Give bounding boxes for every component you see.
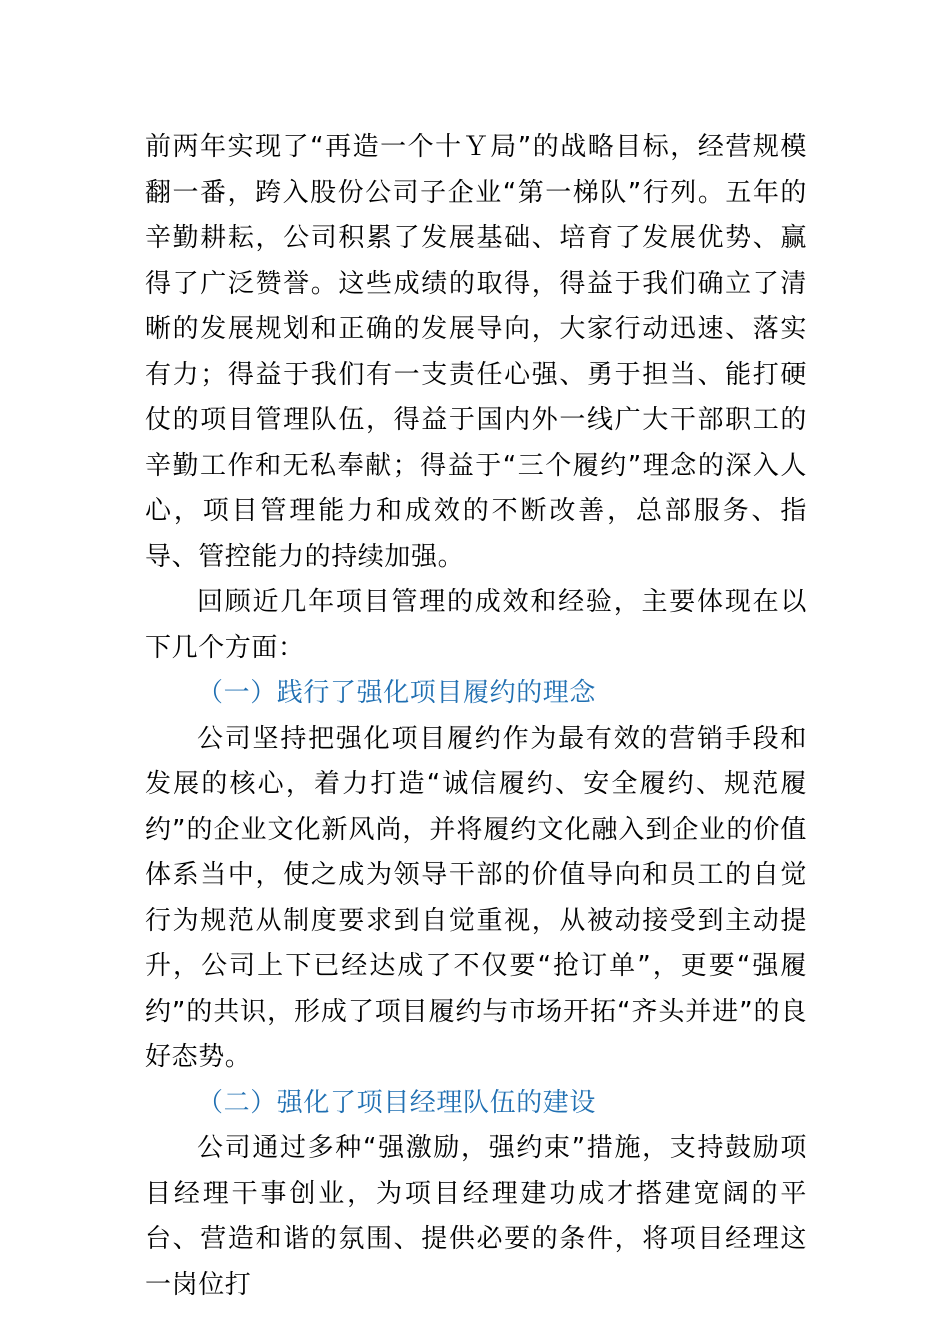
paragraph-review-intro: 回顾近几年项目管理的成效和经验，主要体现在以下几个方面：	[145, 587, 807, 663]
paragraph-achievements: 前两年实现了“再造一个十Ｙ局”的战略目标，经营规模翻一番，跨入股份公司子企业“第一梯队”行列。五年的辛勤耕耘，公司积累了发展基础、培育了发展优势、赢得了广泛赞誉。这些成绩的取得，得益于我们确立了清晰的发展规划和正确的发展导向，大家行动迅速、落实有力；得益于我们有一支责任心强、勇于担当、能打硬仗的项目管理队伍，得益于国内外一线广大干部职工的辛勤工作和无私奉献；得益于“三个履约”理念的深入人心，项目管理能力和成效的不断改善，总部服务、指导、管控能力的持续加强。	[145, 132, 807, 572]
section-heading-2: （二）强化了项目经理队伍的建设	[197, 1087, 597, 1118]
section-heading-1: （一）践行了强化项目履约的理念	[197, 678, 597, 708]
document-page	[145, 125, 807, 1308]
paragraph-performance-concept: 公司坚持把强化项目履约作为最有效的营销手段和发展的核心，着力打造“诚信履约、安全履约、规范履约”的企业文化新风尚，并将履约文化融入到企业的价值体系当中，使之成为领导干部的价值导向和员工的自觉行为规范从制度要求到自觉重视，从被动接受到主动提升，公司上下已经达成了不仅要“抢订单”，更要“强履约”的共识，形成了项目履约与市场开拓“齐头并进”的良好态势。	[145, 723, 807, 1072]
paragraph-manager-team: 公司通过多种“强激励，强约束”措施，支持鼓励项目经理干事创业，为项目经理建功成才搭建宽阔的平台、营造和谐的氛围、提供必要的条件，将项目经理这一岗位打	[145, 1133, 807, 1300]
